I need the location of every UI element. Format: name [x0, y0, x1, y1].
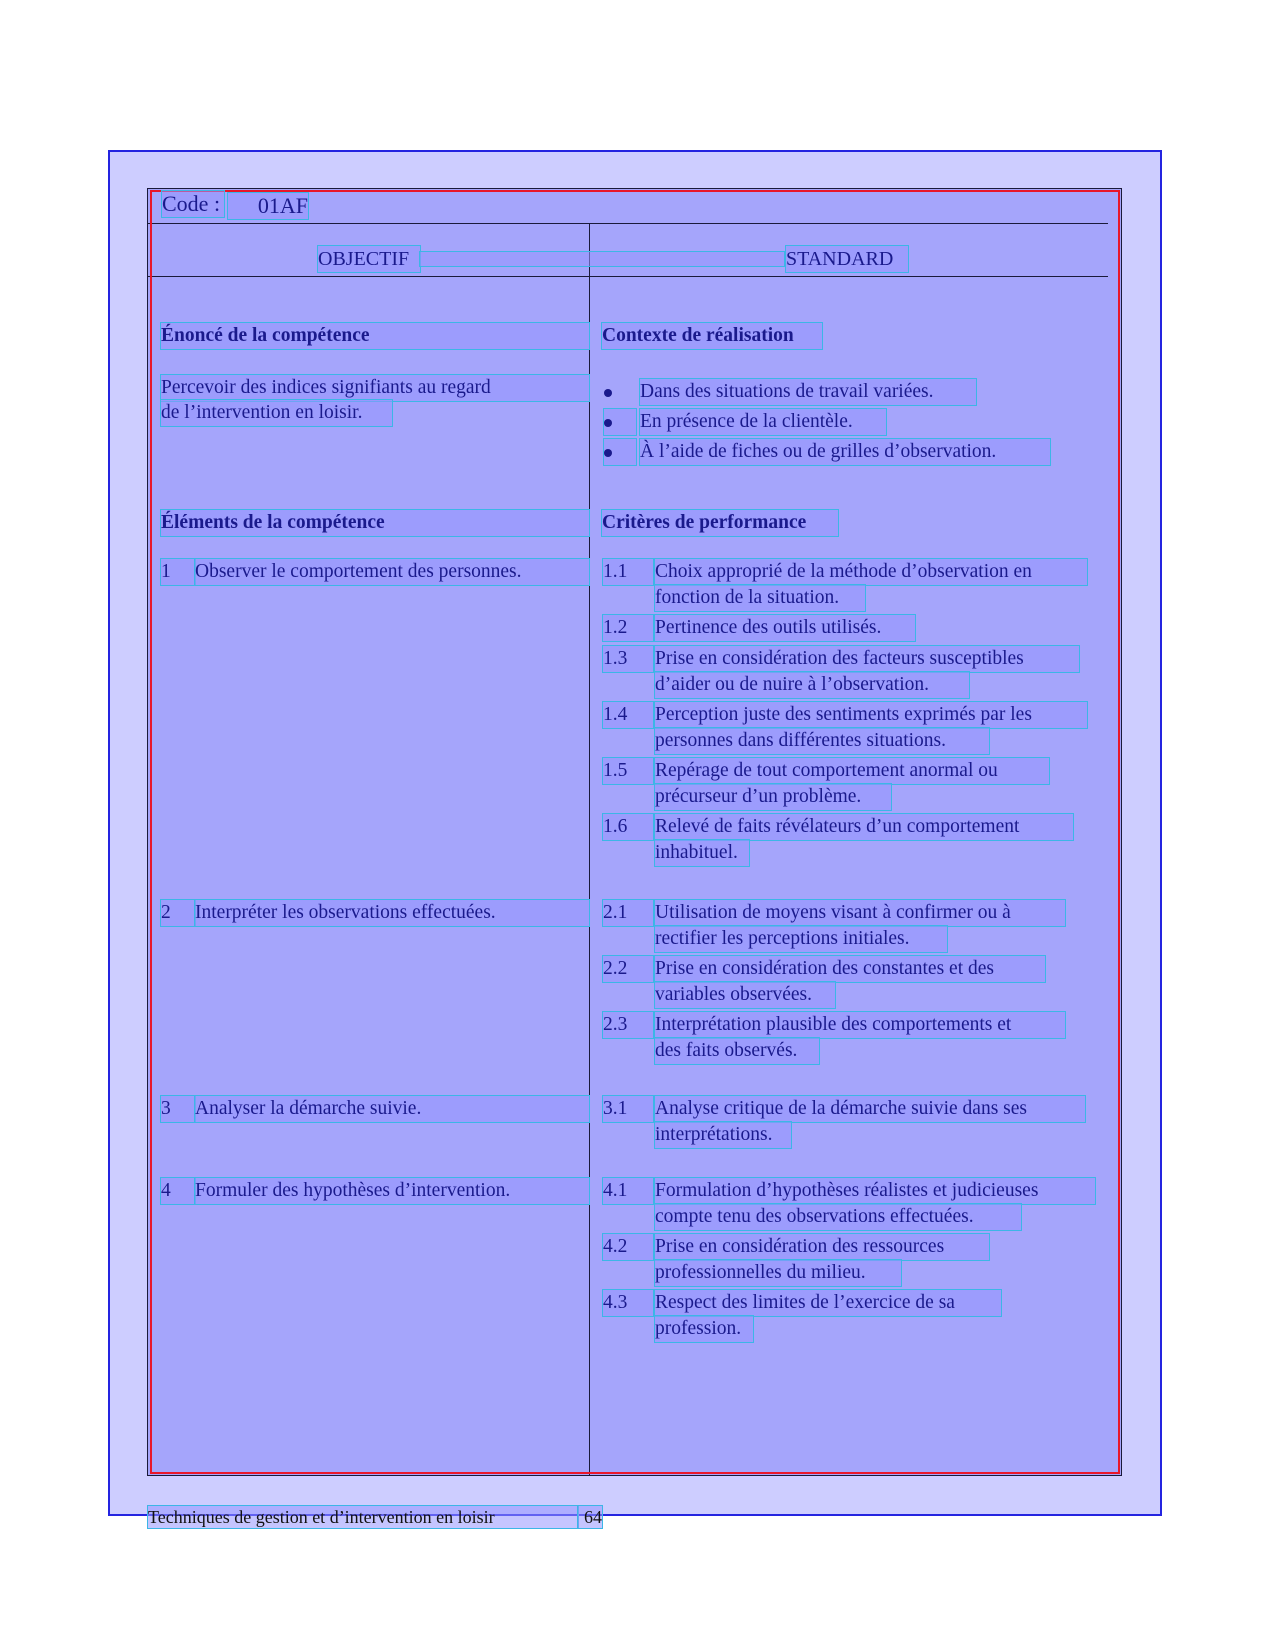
critere-1-4-line-2: personnes dans différentes situations.: [655, 728, 989, 754]
element-3-text: Analyser la démarche suivie.: [195, 1096, 589, 1122]
critere-2-3-line-1: Interprétation plausible des comportements et: [655, 1012, 1065, 1038]
critere-1-6-line-2: inhabituel.: [655, 840, 749, 866]
contexte-item-2: En présence de la clientèle.: [640, 409, 886, 435]
critere-2-1-num: 2.1: [603, 900, 653, 926]
enonce-heading: Énoncé de la compétence: [161, 323, 589, 349]
element-2-num: 2: [161, 900, 195, 926]
critere-1-6-line-1: Relevé de faits révélateurs d’un comportement: [655, 814, 1073, 840]
contexte-item-3: À l’aide de fiches ou de grilles d’observation.: [640, 439, 1050, 465]
bullet-3: [604, 439, 636, 465]
element-3-num: 3: [161, 1096, 195, 1122]
critere-4-1-num: 4.1: [603, 1178, 653, 1204]
critere-2-3-line-2: des faits observés.: [655, 1038, 819, 1064]
element-4-num: 4: [161, 1178, 195, 1204]
critere-2-3-num: 2.3: [603, 1012, 653, 1038]
critere-1-2-num: 1.2: [603, 615, 653, 641]
critere-1-5-line-2: précurseur d’un problème.: [655, 784, 891, 810]
critere-2-2-num: 2.2: [603, 956, 653, 982]
contexte-heading: Contexte de réalisation: [602, 323, 822, 349]
enonce-line-1: Percevoir des indices signifiants au regard: [161, 375, 589, 401]
header-band: [420, 252, 784, 266]
critere-1-3-line-2: d’aider ou de nuire à l’observation.: [655, 672, 969, 698]
critere-3-1-num: 3.1: [603, 1096, 653, 1122]
element-1-num: 1: [161, 559, 195, 585]
bullet-2: [604, 409, 636, 435]
code-label: Code :: [162, 191, 224, 217]
header-standard: STANDARD: [786, 246, 908, 272]
critere-4-1-line-1: Formulation d’hypothèses réalistes et judicieuses: [655, 1178, 1095, 1204]
critere-1-1-line-2: fonction de la situation.: [655, 585, 865, 611]
critere-4-3-line-2: profession.: [655, 1316, 753, 1342]
critere-1-4-line-1: Perception juste des sentiments exprimés par les: [655, 702, 1087, 728]
critere-1-2-line-1: Pertinence des outils utilisés.: [655, 615, 915, 641]
footer-page-number: 64: [578, 1506, 602, 1528]
contexte-item-1: Dans des situations de travail variées.: [640, 379, 976, 405]
rule-under-headers: [148, 276, 1108, 277]
element-2-text: Interpréter les observations effectuées.: [195, 900, 589, 926]
footer-title: Techniques de gestion et d’intervention en loisir: [148, 1506, 578, 1528]
critere-1-1-line-1: Choix approprié de la méthode d’observation en: [655, 559, 1087, 585]
bullet-1: [604, 379, 612, 405]
critere-2-1-line-2: rectifier les perceptions initiales.: [655, 926, 947, 952]
critere-4-1-line-2: compte tenu des observations effectuées.: [655, 1204, 1021, 1230]
critere-3-1-line-1: Analyse critique de la démarche suivie dans ses: [655, 1096, 1085, 1122]
critere-1-4-num: 1.4: [603, 702, 653, 728]
element-1-text: Observer le comportement des personnes.: [195, 559, 589, 585]
critere-2-2-line-2: variables observées.: [655, 982, 835, 1008]
rule-under-code: [148, 223, 1108, 224]
critere-4-2-line-2: professionnelles du milieu.: [655, 1260, 901, 1286]
critere-4-3-num: 4.3: [603, 1290, 653, 1316]
code-value: 01AF: [228, 193, 308, 219]
critere-1-5-num: 1.5: [603, 758, 653, 784]
critere-1-3-line-1: Prise en considération des facteurs susceptibles: [655, 646, 1079, 672]
critere-1-5-line-1: Repérage de tout comportement anormal ou: [655, 758, 1049, 784]
critere-1-6-num: 1.6: [603, 814, 653, 840]
critere-1-1-num: 1.1: [603, 559, 653, 585]
critere-4-2-line-1: Prise en considération des ressources: [655, 1234, 989, 1260]
critere-2-1-line-1: Utilisation de moyens visant à confirmer ou à: [655, 900, 1065, 926]
elements-heading: Éléments de la compétence: [161, 510, 589, 536]
enonce-line-2: de l’intervention en loisir.: [161, 400, 392, 426]
criteres-heading: Critères de performance: [602, 510, 838, 536]
critere-1-3-num: 1.3: [603, 646, 653, 672]
column-divider: [589, 223, 590, 1475]
critere-4-2-num: 4.2: [603, 1234, 653, 1260]
header-objectif: OBJECTIF: [318, 246, 420, 272]
critere-4-3-line-1: Respect des limites de l’exercice de sa: [655, 1290, 1001, 1316]
element-4-text: Formuler des hypothèses d’intervention.: [195, 1178, 589, 1204]
critere-3-1-line-2: interprétations.: [655, 1122, 791, 1148]
critere-2-2-line-1: Prise en considération des constantes et des: [655, 956, 1045, 982]
